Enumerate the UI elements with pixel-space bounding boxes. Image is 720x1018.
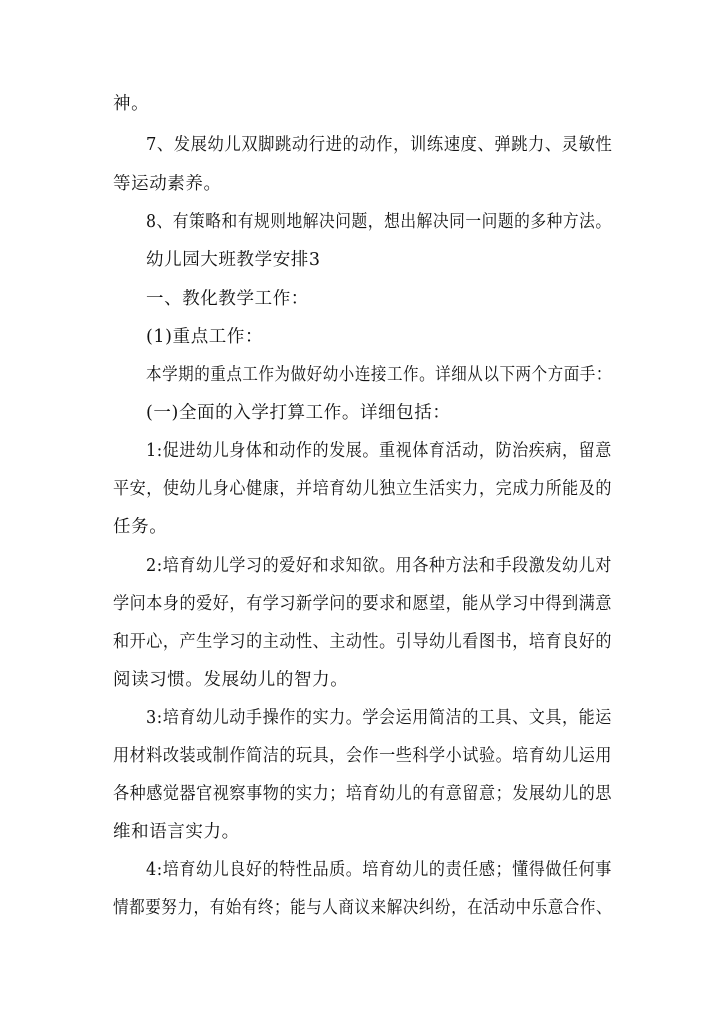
text-line: 一、教化教学工作：	[146, 289, 309, 309]
text-line: 本学期的重点工作为做好幼小连接工作。详细从以下两个方面手：	[146, 365, 612, 385]
text-line: 用材料改装或制作简洁的玩具，会作一些科学小试验。培育幼儿运用	[113, 746, 613, 766]
text-line: 维和语言实力。	[113, 822, 240, 842]
text-line: 等运动素养。	[113, 174, 222, 194]
text-line: 7、发展幼儿双脚跳动行进的动作，训练速度、弹跳力、灵敏性	[146, 135, 613, 155]
text-line: 任务。	[113, 517, 168, 537]
text-line: 4:培育幼儿良好的特性品质。培育幼儿的责任感；懂得做任何事	[146, 860, 612, 880]
text-line: 8、有策略和有规则地解决问题，想出解决同一问题的多种方法。	[146, 212, 612, 232]
text-line: (一)全面的入学打算工作。详细包括：	[146, 403, 451, 423]
text-line: 1:促进幼儿身体和动作的发展。重视体育活动，防治疾病，留意	[146, 441, 612, 461]
text-line: 阅读习惯。发展幼儿的智力。	[113, 670, 349, 690]
text-line: 2:培育幼儿学习的爱好和求知欲。用各种方法和手段激发幼儿对	[146, 556, 612, 576]
text-line: 平安，使幼儿身心健康，并培育幼儿独立生活实力，完成力所能及的	[113, 479, 613, 499]
text-line: 3:培育幼儿动手操作的实力。学会运用简洁的工具、文具，能运	[146, 708, 612, 728]
section-heading: 幼儿园大班教学安排3	[146, 250, 321, 270]
text-line: 学问本身的爱好，有学习新学问的要求和愿望，能从学习中得到满意	[113, 594, 613, 614]
text-line: 神。	[113, 94, 150, 114]
text-line: (1)重点工作：	[146, 327, 264, 347]
text-line: 和开心，产生学习的主动性、主动性。引导幼儿看图书，培育良好的	[113, 632, 613, 652]
text-line: 各种感觉器官视察事物的实力；培育幼儿的有意留意；发展幼儿的思	[113, 784, 613, 804]
text-line: 情都要努力，有始有终；能与人商议来解决纠纷，在活动中乐意合作、	[113, 898, 613, 918]
